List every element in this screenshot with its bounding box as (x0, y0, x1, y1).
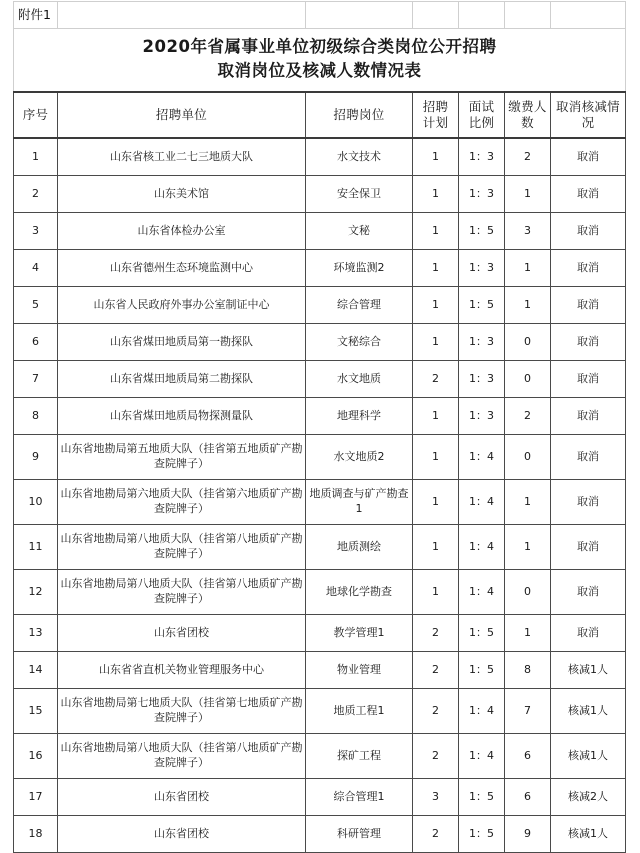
header-pay-line-2: 数 (521, 115, 534, 130)
document-title (14, 29, 626, 93)
cell-plan: 2 (413, 816, 459, 853)
attachment-empty-cell-3 (413, 2, 459, 29)
cell-pay: 0 (505, 570, 551, 615)
cell-pay: 6 (505, 734, 551, 779)
cell-post: 水文技术 (306, 138, 413, 176)
cell-ratio: 1：4 (459, 480, 505, 525)
cell-plan: 2 (413, 652, 459, 689)
cell-unit: 山东省核工业二七三地质大队 (58, 138, 306, 176)
cell-status: 取消 (551, 250, 626, 287)
cell-ratio: 1：5 (459, 213, 505, 250)
cell-plan: 1 (413, 138, 459, 176)
cell-ratio: 1：4 (459, 435, 505, 480)
header-plan (413, 92, 459, 138)
cell-status: 核减1人 (551, 816, 626, 853)
cell-pay: 6 (505, 779, 551, 816)
attachment-empty-cell-2 (306, 2, 413, 29)
table-row (14, 480, 626, 525)
title-line-2: 取消岗位及核减人数情况表 (217, 61, 422, 80)
cell-plan: 1 (413, 398, 459, 435)
cell-ratio: 1：4 (459, 689, 505, 734)
cell-unit: 山东省团校 (58, 615, 306, 652)
cell-pay: 1 (505, 250, 551, 287)
cell-plan: 2 (413, 689, 459, 734)
cell-pay: 1 (505, 287, 551, 324)
table-row (14, 779, 626, 816)
cell-post: 地质测绘 (306, 525, 413, 570)
cell-pay: 2 (505, 398, 551, 435)
cell-status: 取消 (551, 324, 626, 361)
table-row (14, 324, 626, 361)
cell-plan: 1 (413, 435, 459, 480)
cell-seq: 12 (14, 570, 58, 615)
cell-plan: 1 (413, 324, 459, 361)
cell-plan: 1 (413, 480, 459, 525)
cell-plan: 1 (413, 525, 459, 570)
cell-seq: 3 (14, 213, 58, 250)
header-status (551, 92, 626, 138)
table-row (14, 734, 626, 779)
cell-post: 环境监测2 (306, 250, 413, 287)
cell-unit: 山东美术馆 (58, 176, 306, 213)
cell-ratio: 1：5 (459, 652, 505, 689)
table-row (14, 652, 626, 689)
cell-ratio: 1：3 (459, 138, 505, 176)
cell-seq: 7 (14, 361, 58, 398)
cell-plan: 2 (413, 734, 459, 779)
cell-post: 文秘综合 (306, 324, 413, 361)
cell-unit: 山东省人民政府外事办公室制证中心 (58, 287, 306, 324)
attachment-row (14, 2, 626, 29)
cell-post: 水文地质2 (306, 435, 413, 480)
cell-seq: 10 (14, 480, 58, 525)
cell-status: 取消 (551, 398, 626, 435)
cell-seq: 2 (14, 176, 58, 213)
cell-unit: 山东省地勘局第五地质大队（挂省第五地质矿产勘查院牌子） (58, 435, 306, 480)
header-plan-line-2: 计划 (422, 115, 449, 130)
cell-seq: 16 (14, 734, 58, 779)
cell-post: 安全保卫 (306, 176, 413, 213)
cell-seq: 9 (14, 435, 58, 480)
cell-seq: 14 (14, 652, 58, 689)
cell-seq: 4 (14, 250, 58, 287)
cell-pay: 8 (505, 652, 551, 689)
cell-post: 文秘 (306, 213, 413, 250)
table-row (14, 570, 626, 615)
table-row (14, 138, 626, 176)
cell-unit: 山东省地勘局第八地质大队（挂省第八地质矿产勘查院牌子） (58, 525, 306, 570)
header-ratio-line-2: 比例 (468, 115, 495, 130)
header-unit: 招聘单位 (58, 92, 306, 138)
cell-seq: 5 (14, 287, 58, 324)
cell-post: 综合管理 (306, 287, 413, 324)
cell-status: 取消 (551, 480, 626, 525)
table-row (14, 689, 626, 734)
table-row (14, 435, 626, 480)
cell-seq: 17 (14, 779, 58, 816)
table-row (14, 213, 626, 250)
cell-post: 综合管理1 (306, 779, 413, 816)
cell-unit: 山东省德州生态环境监测中心 (58, 250, 306, 287)
cell-unit: 山东省煤田地质局第一勘探队 (58, 324, 306, 361)
cell-plan: 2 (413, 615, 459, 652)
cell-plan: 1 (413, 570, 459, 615)
cell-post: 教学管理1 (306, 615, 413, 652)
table-row (14, 361, 626, 398)
cell-unit: 山东省煤田地质局第二勘探队 (58, 361, 306, 398)
cell-status: 取消 (551, 615, 626, 652)
attachment-empty-cell-1 (58, 2, 306, 29)
header-post: 招聘岗位 (306, 92, 413, 138)
cell-plan: 1 (413, 287, 459, 324)
cell-unit: 山东省体检办公室 (58, 213, 306, 250)
document-sheet (0, 1, 640, 840)
header-ratio (459, 92, 505, 138)
cell-status: 核减1人 (551, 734, 626, 779)
cell-pay: 0 (505, 435, 551, 480)
cell-plan: 1 (413, 250, 459, 287)
header-seq: 序号 (14, 92, 58, 138)
cell-post: 探矿工程 (306, 734, 413, 779)
cell-pay: 2 (505, 138, 551, 176)
table-row (14, 525, 626, 570)
cell-ratio: 1：5 (459, 816, 505, 853)
cell-status: 核减1人 (551, 689, 626, 734)
cell-post: 科研管理 (306, 816, 413, 853)
attachment-label: 附件1 (14, 2, 58, 29)
cell-post: 水文地质 (306, 361, 413, 398)
recruitment-table (13, 1, 626, 853)
title-line-1: 2020年省属事业单位初级综合类岗位公开招聘 (142, 37, 497, 57)
cell-status: 取消 (551, 570, 626, 615)
attachment-empty-cell-6 (551, 2, 626, 29)
cell-pay: 1 (505, 176, 551, 213)
cell-status: 取消 (551, 435, 626, 480)
cell-pay: 7 (505, 689, 551, 734)
cell-seq: 1 (14, 138, 58, 176)
cell-unit: 山东省地勘局第八地质大队（挂省第八地质矿产勘查院牌子） (58, 570, 306, 615)
attachment-empty-cell-5 (505, 2, 551, 29)
cell-ratio: 1：3 (459, 176, 505, 213)
cell-ratio: 1：3 (459, 250, 505, 287)
header-ratio-line-1: 面试 (468, 98, 495, 114)
cell-pay: 1 (505, 480, 551, 525)
header-status-line-2: 况 (581, 115, 595, 130)
cell-pay: 9 (505, 816, 551, 853)
cell-ratio: 1：4 (459, 525, 505, 570)
table-body (14, 2, 626, 853)
cell-status: 取消 (551, 213, 626, 250)
table-row (14, 250, 626, 287)
table-row (14, 615, 626, 652)
cell-unit: 山东省煤田地质局物探测量队 (58, 398, 306, 435)
cell-pay: 0 (505, 361, 551, 398)
cell-seq: 13 (14, 615, 58, 652)
cell-status: 取消 (551, 361, 626, 398)
cell-status: 取消 (551, 287, 626, 324)
table-header-row (14, 92, 626, 138)
cell-seq: 6 (14, 324, 58, 361)
cell-unit: 山东省团校 (58, 779, 306, 816)
header-plan-line-1: 招聘 (422, 98, 449, 114)
cell-ratio: 1：5 (459, 615, 505, 652)
cell-ratio: 1：4 (459, 734, 505, 779)
cell-plan: 2 (413, 361, 459, 398)
table-row (14, 398, 626, 435)
cell-plan: 1 (413, 176, 459, 213)
cell-unit: 山东省地勘局第六地质大队（挂省第六地质矿产勘查院牌子） (58, 480, 306, 525)
cell-plan: 3 (413, 779, 459, 816)
table-row (14, 176, 626, 213)
cell-ratio: 1：4 (459, 570, 505, 615)
header-status-line-1: 取消核减情 (555, 98, 620, 114)
cell-ratio: 1：5 (459, 779, 505, 816)
table-row (14, 287, 626, 324)
cell-status: 核减1人 (551, 652, 626, 689)
cell-pay: 1 (505, 525, 551, 570)
cell-plan: 1 (413, 213, 459, 250)
cell-unit: 山东省地勘局第七地质大队（挂省第七地质矿产勘查院牌子） (58, 689, 306, 734)
cell-status: 取消 (551, 138, 626, 176)
cell-seq: 18 (14, 816, 58, 853)
cell-status: 取消 (551, 525, 626, 570)
cell-ratio: 1：5 (459, 287, 505, 324)
cell-post: 地球化学勘查 (306, 570, 413, 615)
table-row (14, 816, 626, 853)
cell-status: 核减2人 (551, 779, 626, 816)
cell-unit: 山东省地勘局第八地质大队（挂省第八地质矿产勘查院牌子） (58, 734, 306, 779)
cell-pay: 0 (505, 324, 551, 361)
title-row (14, 29, 626, 93)
attachment-empty-cell-4 (459, 2, 505, 29)
cell-pay: 1 (505, 615, 551, 652)
header-pay (505, 92, 551, 138)
cell-seq: 8 (14, 398, 58, 435)
cell-unit: 山东省团校 (58, 816, 306, 853)
cell-seq: 15 (14, 689, 58, 734)
header-pay-line-1: 缴费人 (508, 98, 547, 114)
cell-ratio: 1：3 (459, 324, 505, 361)
cell-ratio: 1：3 (459, 398, 505, 435)
cell-post: 地理科学 (306, 398, 413, 435)
cell-ratio: 1：3 (459, 361, 505, 398)
cell-status: 取消 (551, 176, 626, 213)
cell-post: 物业管理 (306, 652, 413, 689)
cell-post: 地质工程1 (306, 689, 413, 734)
cell-pay: 3 (505, 213, 551, 250)
cell-unit: 山东省省直机关物业管理服务中心 (58, 652, 306, 689)
cell-seq: 11 (14, 525, 58, 570)
cell-post: 地质调查与矿产勘查1 (306, 480, 413, 525)
